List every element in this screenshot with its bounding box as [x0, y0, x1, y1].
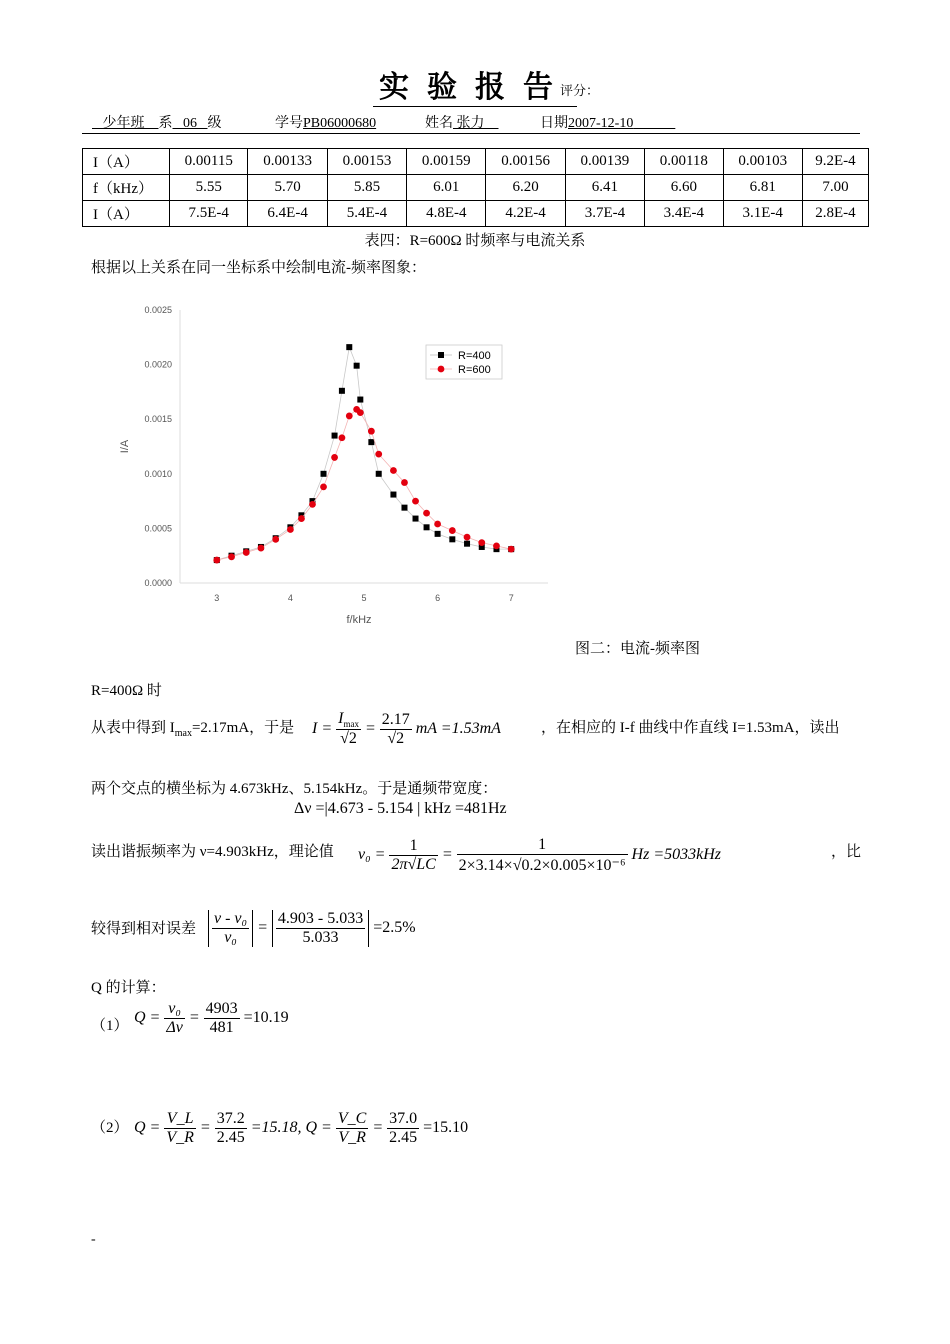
- frequency-current-table: [82, 148, 869, 227]
- data-point-r600: [309, 501, 316, 508]
- table-cell: 6.01: [407, 175, 486, 201]
- table-row: [83, 149, 869, 175]
- data-point-r400: [435, 531, 441, 537]
- line4-text: 较得到相对误差: [91, 921, 197, 937]
- row-header-cell: I（A）: [83, 201, 170, 227]
- x-tick-label: 5: [361, 593, 367, 603]
- line1-post: ，在相应的 I-f 曲线中作直线 I=1.53mA，读出: [541, 720, 840, 736]
- table-cell: 4.2E-4: [486, 201, 565, 227]
- eq-relative-error: $\frac{\text{ν - ν₀}}{\text{ν₀}}$ = $\frac{4.903 - 5.033}{5.033}$ =2.5%: [208, 910, 416, 947]
- data-point-r600: [412, 498, 419, 505]
- data-point-r400: [401, 505, 407, 511]
- table-cell: 5.70: [248, 175, 327, 201]
- data-point-r600: [449, 527, 456, 534]
- data-point-r600: [493, 542, 500, 549]
- data-point-r400: [390, 492, 396, 498]
- x-tick-label: 4: [287, 593, 293, 603]
- name-field: 姓名 张力: [425, 116, 485, 131]
- table-row: [83, 175, 869, 201]
- legend-marker-r400: [438, 352, 444, 358]
- data-point-r600: [390, 467, 397, 474]
- table-cell: 0.00159: [407, 149, 486, 175]
- figure-caption: 图二：电流-频率图: [575, 641, 700, 657]
- legend-marker-r600: [438, 366, 445, 373]
- table-cell: 0.00118: [645, 149, 723, 175]
- table-cell: 7.5E-4: [170, 201, 248, 227]
- data-point-r600: [375, 451, 382, 458]
- table-cell: 3.7E-4: [565, 201, 644, 227]
- table-cell: 6.41: [565, 175, 644, 201]
- intro-text: 根据以上关系在同一坐标系中绘制电流-频率图象：: [91, 260, 426, 276]
- table-cell: 0.00139: [565, 149, 644, 175]
- data-point-r600: [464, 534, 471, 541]
- data-point-r600: [434, 521, 441, 528]
- table-cell: 6.20: [486, 175, 565, 201]
- x-axis-label: f/kHz: [346, 614, 372, 626]
- table-cell: 6.4E-4: [248, 201, 327, 227]
- data-point-r600: [320, 484, 327, 491]
- row-header-cell: f（kHz）: [83, 175, 170, 201]
- eq-q2: Q = $\frac{V\_L}{V\_R}$ = $\frac{37.2}{2.45}$ =15.18, Q = $\frac{V\_C}{V\_R}$ = $\frac{37.0}{2.45}$ =15.10: [134, 1110, 469, 1146]
- q-heading: Q 的计算：: [91, 980, 166, 996]
- y-tick-label: 0.0000: [144, 578, 172, 588]
- line1-text: 从表中得到 $I_{max}=2.17mA$，于是: [91, 720, 295, 739]
- x-tick-label: 3: [214, 593, 220, 603]
- header-rule: [82, 133, 860, 134]
- r400-heading: R=400Ω 时: [91, 683, 162, 699]
- table-cell: 7.00: [802, 175, 868, 201]
- data-point-r600: [368, 428, 375, 435]
- class-field: 少年班 系 06 级: [102, 116, 222, 131]
- data-point-r600: [508, 546, 515, 553]
- report-title: 实验报告: [0, 62, 950, 106]
- table-cell: 0.00153: [327, 149, 406, 175]
- data-point-r400: [321, 471, 327, 477]
- q1-label: （1）: [91, 1018, 129, 1034]
- table-cell: 6.81: [723, 175, 802, 201]
- y-axis-label: I/A: [119, 439, 131, 454]
- table-cell: 3.4E-4: [645, 201, 723, 227]
- eq-theoretical-frequency: ν₀ = $\frac{1}{2\pi√LC}$ = $\frac{1}{\text{2×3.14×√0.2×0.005×10⁻⁶}}$ Hz =5033kHz: [358, 836, 722, 874]
- line3-text: 读出谐振频率为 ν=4.903kHz，理论值: [91, 844, 334, 860]
- table-cell: 0.00133: [248, 149, 327, 175]
- data-point-r600: [357, 409, 364, 416]
- data-point-r600: [272, 536, 279, 543]
- x-tick-label: 7: [508, 593, 514, 603]
- data-point-r400: [376, 471, 382, 477]
- data-point-r400: [346, 344, 352, 350]
- data-point-r600: [287, 526, 294, 533]
- data-point-r600: [478, 539, 485, 546]
- table-cell: 5.85: [327, 175, 406, 201]
- table-cell: 0.00156: [486, 149, 565, 175]
- eq-bandwidth: Δν =|4.673 - 5.154 | kHz =481Hz: [294, 800, 507, 817]
- data-point-r400: [332, 433, 338, 439]
- eq-current-ratio: I = $\frac{I_{max}}{√2}$ = $\frac{2.17}{√2}$ mA =1.53mA: [312, 710, 501, 748]
- q2-label: （2）: [91, 1120, 129, 1136]
- y-tick-label: 0.0020: [144, 359, 172, 370]
- eq-q1: Q = $\frac{\text{ν₀}}{\Delta\nu}$ = $\frac{4903}{481}$ =10.19: [134, 1000, 289, 1036]
- current-frequency-chart: [90, 290, 570, 635]
- table-cell: 4.8E-4: [407, 201, 486, 227]
- y-tick-label: 0.0015: [144, 414, 172, 425]
- table-cell: 6.60: [645, 175, 723, 201]
- score-label: 评分：: [560, 83, 600, 98]
- data-point-r400: [413, 516, 419, 522]
- table-cell: 9.2E-4: [802, 149, 868, 175]
- y-tick-label: 0.0005: [144, 523, 172, 534]
- data-point-r400: [424, 524, 430, 530]
- table-cell: 5.4E-4: [327, 201, 406, 227]
- data-point-r600: [346, 413, 353, 420]
- legend-label: R=400: [458, 350, 491, 362]
- data-point-r600: [258, 545, 265, 552]
- data-point-r600: [401, 479, 408, 486]
- data-point-r400: [464, 541, 470, 547]
- data-point-r600: [423, 510, 430, 517]
- student-id-field: 学号PB06000680: [275, 116, 377, 131]
- data-point-r600: [228, 553, 235, 560]
- table-cell: 0.00103: [723, 149, 802, 175]
- date-field: 日期2007-12-10: [540, 116, 634, 131]
- y-tick-label: 0.0010: [144, 468, 172, 479]
- legend-label: R=600: [458, 364, 491, 376]
- x-tick-label: 6: [435, 593, 441, 603]
- table-cell: 0.00115: [170, 149, 248, 175]
- data-point-r400: [354, 363, 360, 369]
- table-caption: 表四：R=600Ω 时频率与电流关系: [364, 233, 586, 249]
- data-point-r600: [213, 557, 220, 564]
- table-cell: 2.8E-4: [802, 201, 868, 227]
- data-point-r600: [331, 454, 338, 461]
- data-point-r400: [449, 536, 455, 542]
- y-tick-label: 0.0025: [144, 305, 172, 315]
- data-point-r600: [339, 434, 346, 441]
- data-point-r400: [368, 439, 374, 445]
- line2-text: 两个交点的横坐标为 4.673kHz、5.154kHz。于是通频带宽度：: [91, 781, 498, 797]
- table-cell: 5.55: [170, 175, 248, 201]
- table-row: [83, 201, 869, 227]
- table-cell: 3.1E-4: [723, 201, 802, 227]
- data-point-r400: [357, 397, 363, 403]
- data-point-r600: [298, 515, 305, 522]
- footer-mark: -: [91, 1232, 96, 1247]
- data-point-r400: [339, 388, 345, 394]
- line3-post: ，比: [831, 844, 862, 860]
- row-header-cell: I（A）: [83, 149, 170, 175]
- data-point-r600: [243, 549, 250, 556]
